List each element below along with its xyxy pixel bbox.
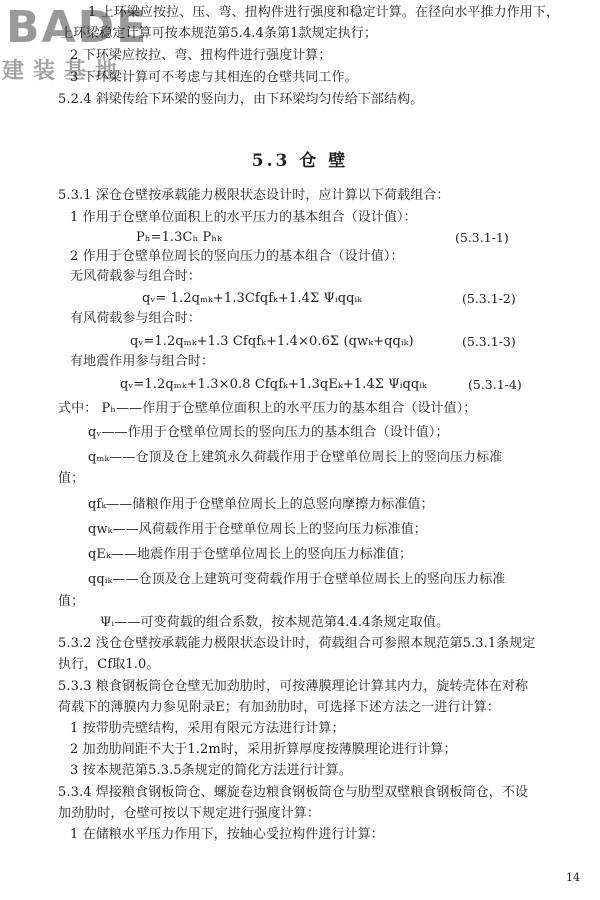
section-title: 5.3 仓 壁 <box>251 151 349 171</box>
definition-qgk-cont: 值； <box>58 471 85 486</box>
clause-5-3-1-item-2: 2 作用于仓壁单位周长的竖向压力的基本组合（设计值）： <box>70 249 404 264</box>
top-item-2: 2 下环梁应按拉、弯、扭构件进行强度计算； <box>70 48 332 63</box>
clause-5-3-4-item-1: 1 在储粮水平压力作用下，按轴心受拉构件进行计算： <box>70 827 384 842</box>
clause-5-3-4: 5.3.4 焊接粮食钢板筒仓、螺旋卷边粮食钢板筒仓与肋型双壁粮食钢板筒仓，不设 <box>58 785 529 800</box>
clause-5-3-3: 5.3.3 粮食钢板筒仓仓壁无加劲肋时，可按薄膜理论计算其内力，旋转壳体在对称 <box>58 679 529 694</box>
case-no-wind: 无风荷载参与组合时： <box>70 269 202 284</box>
clause-5-3-2-cont: 执行，Cf取1.0。 <box>58 657 160 672</box>
equation-number-4: (5.3.1-4) <box>468 377 522 392</box>
case-earthquake: 有地震作用参与组合时： <box>70 354 215 369</box>
clause-5-3-2: 5.3.2 浅仓仓壁按承载能力极限状态设计时，荷载组合可参照本规范第5.3.1条规定 <box>58 636 536 651</box>
watermark-brand-cn: 建装基地 <box>2 59 127 84</box>
clause-5-3-4-cont: 加劲肋时，仓壁可按以下规定进行强度计算： <box>58 806 321 821</box>
equation-5-3-1-1: Pₕ=1.3Cₕ Pₕₖ <box>136 230 222 245</box>
equation-number-2: (5.3.1-2) <box>462 291 516 306</box>
definition-psi: Ψᵢ——可变荷载的组合系数，按本规范第4.4.4条规定取值。 <box>100 615 450 630</box>
page-number: 14 <box>566 871 580 884</box>
top-item-1-cont: 上环梁稳定计算可按本规范第5.4.4条第1款规定执行； <box>60 26 378 41</box>
clause-5-2-4: 5.2.4 斜梁传给下环梁的竖向力，由下环梁均匀传给下部结构。 <box>58 92 424 107</box>
watermark-brand: BADE <box>6 2 149 53</box>
equation-number-3: (5.3.1-3) <box>462 334 516 349</box>
equation-5-3-1-3: qᵥ=1.2qₘₖ+1.3 Cfqfₖ+1.4×0.6Σ (qwₖ+qqᵢₖ) <box>130 334 414 349</box>
definition-qek: qEₖ——地震作用于仓壁单位周长上的竖向压力标准值； <box>88 547 413 562</box>
definition-qqik-cont: 值； <box>58 594 85 609</box>
definition-qfk: qfₖ——储粮作用于仓壁单位周长上的总竖向摩擦力标准值； <box>88 497 434 512</box>
definition-qgk: qₘₖ——仓顶及仓上建筑永久荷载作用于仓壁单位周长上的竖向压力标准 <box>88 450 503 465</box>
top-item-3: 3 下环梁计算可不考虑与其相连的仓壁共同工作。 <box>70 70 358 85</box>
clause-5-3-1-item-1: 1 作用于仓壁单位面积上的水平压力的基本组合（设计值）： <box>70 210 417 225</box>
clause-5-3-3-item-3: 3 按本规范第5.3.5条规定的简化方法进行计算。 <box>70 763 352 778</box>
definition-qv: qᵥ——作用于仓壁单位周长的竖向压力的基本组合（设计值）； <box>88 425 449 440</box>
clause-5-3-3-item-1: 1 按带肋壳壁结构，采用有限元方法进行计算； <box>70 721 345 736</box>
definition-qqik: qqᵢₖ——仓顶及仓上建筑可变荷载作用于仓壁单位周长上的竖向压力标准 <box>88 572 506 587</box>
definition-qwk: qwₖ——风荷载作用于仓壁单位周长上的竖向压力标准值； <box>88 522 427 537</box>
definition-ph: 式中： Pₕ——作用于仓壁单位面积上的水平压力的基本组合（设计值）； <box>58 401 477 416</box>
case-wind: 有风荷载参与组合时： <box>70 311 202 326</box>
equation-5-3-1-4: qᵥ=1.2qₘₖ+1.3×0.8 Cfqfₖ+1.3qEₖ+1.4Σ Ψᵢqqᵢₖ <box>120 377 427 392</box>
equation-5-3-1-2: qᵥ= 1.2qₘₖ+1.3Cfqfₖ+1.4Σ Ψᵢqqᵢₖ <box>142 291 363 306</box>
equation-number-1: (5.3.1-1) <box>455 230 509 245</box>
clause-5-3-3-item-2: 2 加劲肋间距不大于1.2m时，采用折算厚度按薄膜理论进行计算； <box>70 742 457 757</box>
top-item-1: 1 上环梁应按拉、压、弯、扭构件进行强度和稳定计算。在径向水平推力作用下， <box>88 5 560 20</box>
clause-5-3-3-cont: 荷载下的薄膜内力参见附录E；有加劲肋时，可选择下述方法之一进行计算： <box>58 700 500 715</box>
clause-5-3-1-intro: 5.3.1 深仓仓壁按承载能力极限状态设计时，应计算以下荷载组合： <box>58 188 450 203</box>
